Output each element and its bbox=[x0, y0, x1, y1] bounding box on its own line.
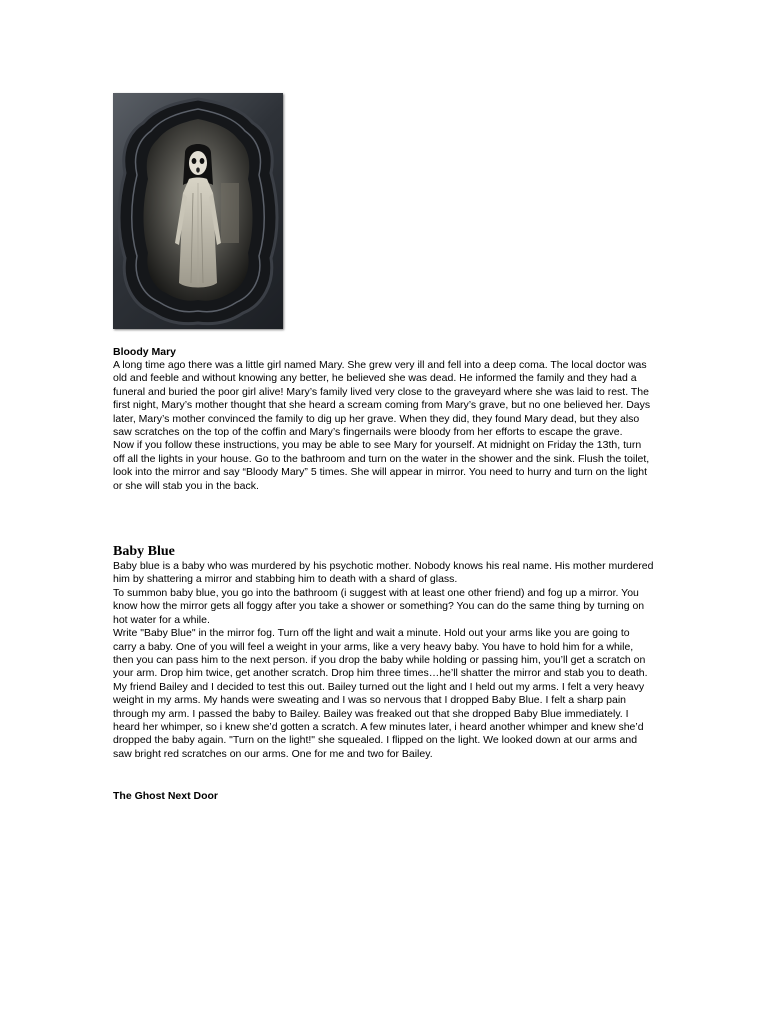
section-heading-bloody-mary: Bloody Mary bbox=[113, 346, 177, 358]
paragraph: Now if you follow these instructions, you may be able to see Mary for yourself. At midnight on Friday the 13th, turn off all the lights in your house. Go to the bathroom and turn on the water in the shower and the sink. Flush the toilet, look into the mirror and say “Bloody Mary” 5 times. She will appear in mirror. You need to hurry and turn on the light or she will stab you in the back. bbox=[113, 439, 650, 492]
section-heading-baby-blue: Baby Blue bbox=[113, 544, 175, 560]
paragraph: To summon baby blue, you go into the bathroom (i suggest with at least one other friend) and fog up a mirror. You know how the mirror gets all foggy after you take a shower or something? You can do the same thing by turning on hot water for a while. bbox=[113, 586, 645, 626]
section-heading-ghost-next-door: The Ghost Next Door bbox=[113, 790, 219, 803]
ghost-mirror-image bbox=[113, 93, 283, 329]
paragraph: Write "Baby Blue" in the mirror fog. Turn off the light and wait a minute. Hold out your arms like you are going to carry a baby. One of you will feel a weight in your arms, like a very heavy baby. You have to hold him for a while, then you can pass him to the next person. if you drop the baby while holding or passing him, you’ll get a scratch on your arm. Drop him twice, get another scratch. Drop him three times…he’ll shatter the mirror and stab you to death. bbox=[113, 627, 648, 680]
paragraph: Baby blue is a baby who was murdered by his psychotic mother. Nobody knows his real name. His mother murdered him by shattering a mirror and stabbing him to death with a shard of glass. bbox=[113, 560, 654, 586]
paragraph: A long time ago there was a little girl named Mary. She grew very ill and fell into a deep coma. The local doctor was old and feeble and without knowing any better, he believed she was dead. He informed the family and they had a funeral and buried the poor girl alive! Mary’s family lived very close to the graveyard where she was laid to rest. The first night, Mary’s mother thought that she heard a scream coming from Mary’s grave, but no one believed her. Days later, Mary’s mother convinced the family to dig up her grave. When they did, they found Mary dead, but they also saw scratches on the top of the coffin and Mary’s fingernails were bloody from her efforts to escape the grave. bbox=[113, 359, 651, 439]
paragraph: My friend Bailey and I decided to test this out. Bailey turned out the light and I held out my arms. I felt a very heavy weight in my arms. My hands were sweating and I was so nervous that I dropped Baby Blue. I felt a sharp pain through my arm. I passed the baby to Bailey. Bailey was freaked out that she dropped Baby Blue immediately. I heard her whimper, so i knew she’d gotten a scratch. A few minutes later, i heard another whimper and knew she’d dropped the baby again. "Turn on the light!" she squealed. I flipped on the light. We looked down at our arms and saw bright red scratches on our arms. One for me and two for Bailey. bbox=[113, 680, 645, 760]
document-page bbox=[113, 93, 655, 803]
ghost-mirror-illustration bbox=[113, 93, 283, 329]
